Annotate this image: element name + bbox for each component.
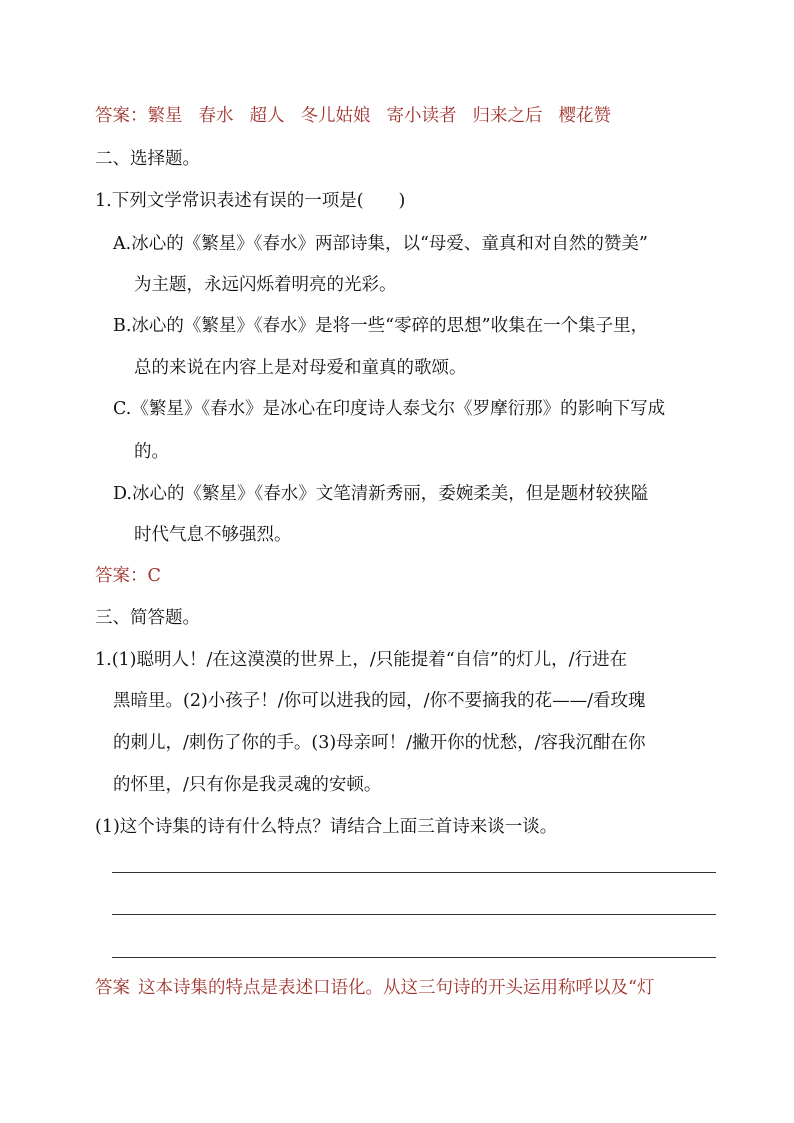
answer-item: 超人 — [249, 106, 285, 126]
section-2-title: 二、选择题。 — [95, 149, 200, 169]
poem-line-1: 1.(1)聪明人！/在这漠漠的世界上，/只能提着“自信”的灯儿，/行进在 — [95, 650, 628, 670]
answer-blank-line-1[interactable] — [112, 872, 716, 873]
answer-line-1 — [95, 104, 611, 128]
answer-blank-line-3[interactable] — [112, 957, 716, 958]
question-stem: 1.下列文学常识表述有误的一项是( ) — [95, 191, 406, 211]
answer-item: 寄小读者 — [386, 106, 457, 126]
answer-line-2: 答案：C — [95, 566, 161, 586]
option-c-line-2: 的。 — [134, 442, 169, 462]
poem-line-2: 黑暗里。(2)小孩子！/你可以进我的园，/你不要摘我的花——/看玫瑰 — [113, 691, 646, 711]
poem-line-3: 的刺儿，/刺伤了你的手。(3)母亲呵！/撇开你的忧愁，/容我沉酣在你 — [113, 733, 646, 753]
answer-item: 归来之后 — [472, 106, 543, 126]
sub-question-1: (1)这个诗集的诗有什么特点？请结合上面三首诗来谈一谈。 — [95, 817, 558, 837]
answer-item: 樱花赞 — [558, 106, 611, 126]
poem-line-4: 的怀里，/只有你是我灵魂的安顿。 — [113, 775, 382, 795]
option-d-line-1: D.冰心的《繁星》《春水》文笔清新秀丽，委婉柔美，但是题材较狭隘 — [113, 484, 649, 504]
answer-label: 答案： — [95, 106, 148, 126]
section-3-title: 三、简答题。 — [95, 608, 200, 628]
option-b-line-1: B.冰心的《繁星》《春水》是将一些“零碎的思想”收集在一个集子里， — [113, 316, 649, 336]
answer-item: 冬儿姑娘 — [300, 106, 371, 126]
answer-blank-line-2[interactable] — [112, 914, 716, 915]
option-a-line-1: A.冰心的《繁星》《春水》两部诗集，以“母爱、童真和对自然的赞美” — [113, 234, 648, 254]
option-c-line-1: C.《繁星》《春水》是冰心在印度诗人泰戈尔《罗摩衍那》的影响下写成 — [113, 399, 666, 419]
answer-text: 这本诗集的特点是表述口语化。从这三句诗的开头运用称呼以及“灯 — [138, 978, 655, 998]
answer-item: 春水 — [198, 106, 234, 126]
answer-line-3 — [95, 976, 654, 1000]
option-d-line-2: 时代气息不够强烈。 — [134, 525, 292, 545]
answer-label: 答案 — [95, 978, 130, 998]
option-b-line-2: 总的来说在内容上是对母爱和童真的歌颂。 — [134, 358, 467, 378]
option-a-line-2: 为主题，永远闪烁着明亮的光彩。 — [134, 275, 397, 295]
answer-item: 繁星 — [147, 106, 183, 126]
